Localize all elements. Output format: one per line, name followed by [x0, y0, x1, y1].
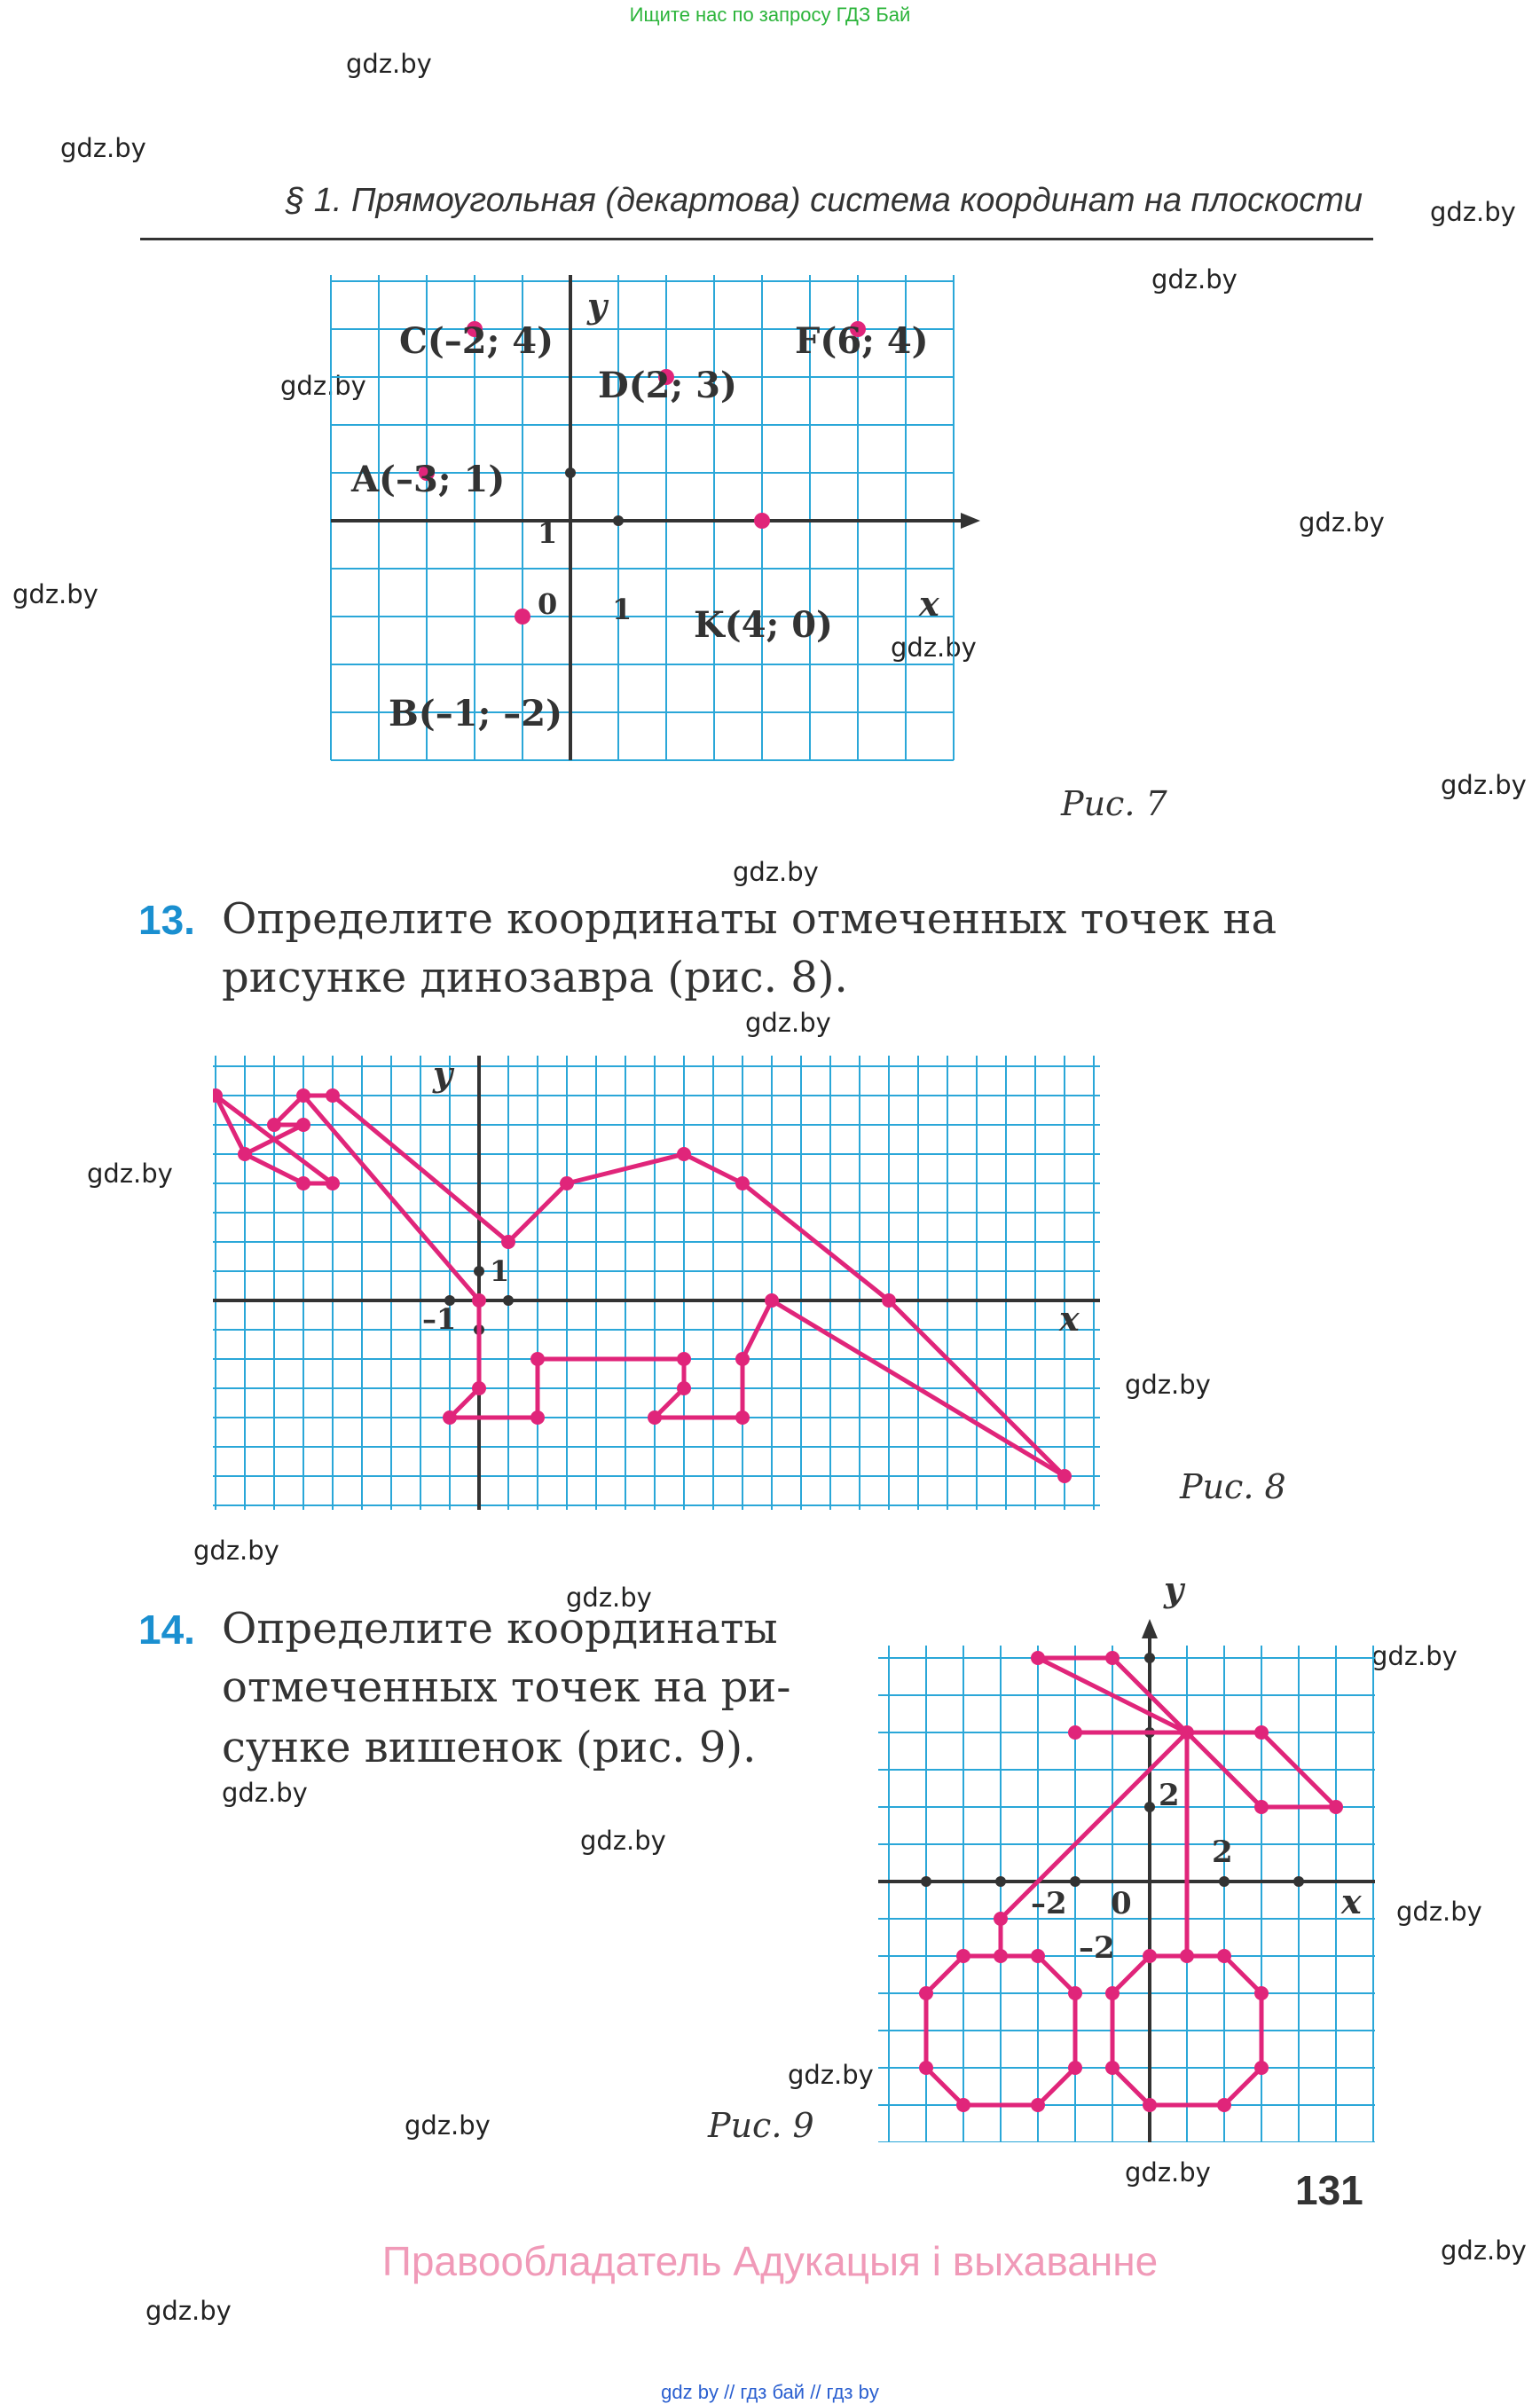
point-label-C: C(–2; 4) — [399, 320, 554, 362]
watermark: gdz.by — [145, 2296, 232, 2326]
dinosaur-point — [296, 1176, 310, 1190]
dinosaur-point — [677, 1352, 691, 1366]
watermark: gdz.by — [1151, 264, 1238, 295]
y-axis-arrow-icon — [1142, 1619, 1158, 1638]
cherry-point — [1254, 1800, 1269, 1814]
cherry-point — [919, 2061, 933, 2075]
watermark: gdz.by — [1430, 197, 1516, 227]
watermark: gdz.by — [60, 133, 146, 163]
figure-7-y-axis-label: y — [587, 286, 608, 326]
cherry-point — [1329, 1800, 1343, 1814]
task-13-text-line: Определите координаты отмеченных точек на — [222, 894, 1277, 944]
cherry-point — [1031, 1949, 1045, 1963]
figure-8-points — [213, 1088, 1072, 1483]
cherry-point — [1254, 1986, 1269, 2000]
watermark: gdz.by — [1441, 2235, 1527, 2266]
point-label-D: D(2; 3) — [598, 365, 737, 406]
point-K — [754, 513, 770, 529]
axis-tick-dot — [1219, 1876, 1230, 1887]
cherry-point — [1068, 1986, 1082, 2000]
axis-tick-dot — [613, 515, 624, 526]
watermark: gdz.by — [1441, 770, 1527, 800]
watermark: gdz.by — [405, 2110, 491, 2141]
cherry-point — [956, 1949, 970, 1963]
dinosaur-point — [1057, 1469, 1072, 1483]
watermark: gdz.by — [580, 1826, 666, 1856]
cherry-point — [994, 1912, 1008, 1926]
figure-8-neg-unit-x-label: –1 — [422, 1302, 457, 1336]
watermark: gdz.by — [12, 579, 98, 609]
dinosaur-point — [677, 1381, 691, 1395]
x-axis-arrow-icon — [961, 513, 980, 529]
cherry-point — [1068, 1725, 1082, 1740]
axis-tick-dot — [474, 1266, 484, 1277]
page-number: 131 — [1295, 2167, 1363, 2213]
cherry-point — [1105, 1651, 1120, 1665]
figure-9-cherries — [878, 1566, 1375, 2142]
cherry-point — [1180, 1949, 1194, 1963]
cherry-point — [919, 1986, 933, 2000]
watermark: gdz.by — [1125, 1370, 1211, 1400]
axis-tick-dot — [921, 1876, 931, 1887]
section-title: § 1. Прямоугольная (декартова) система координат на плоскости — [286, 182, 1363, 219]
figure-8-polyline — [216, 1096, 1065, 1476]
watermark: gdz.by — [788, 2060, 874, 2090]
figure-9-unit-x-label: 2 — [1212, 1834, 1233, 1870]
task-14-text-line: отмеченных точек на ри- — [222, 1662, 791, 1712]
dinosaur-point — [735, 1410, 750, 1425]
figure-9-y-axis-label: y — [1164, 1569, 1184, 1609]
figure-8-x-axis-label: x — [1059, 1299, 1080, 1339]
watermark: gdz.by — [1299, 507, 1385, 538]
dinosaur-point — [296, 1118, 310, 1132]
figure-7-coordinate-plane — [319, 275, 994, 834]
point-label-K: K(4; 0) — [694, 604, 833, 646]
dinosaur-point — [530, 1410, 545, 1425]
figure-9-axes — [878, 1619, 1375, 2142]
watermark: gdz.by — [1396, 1897, 1482, 1927]
figure-8-axes — [213, 1056, 1100, 1510]
cherry-point — [994, 1949, 1008, 1963]
top-banner[interactable]: Ищите нас по запросу ГДЗ Бай — [629, 4, 911, 26]
task-14-text-line: сунке вишенок (рис. 9). — [222, 1723, 757, 1772]
figure-9-caption: Рис. 9 — [708, 2106, 814, 2145]
watermark: gdz.by — [193, 1536, 279, 1566]
figure-9-neg-unit-x-label: –2 — [1031, 1886, 1067, 1921]
dinosaur-point — [296, 1088, 310, 1103]
point-label-A: A(–3; 1) — [351, 459, 506, 500]
axis-tick-dot — [1144, 1653, 1155, 1663]
cherry-point — [1217, 1949, 1231, 1963]
watermark: gdz.by — [87, 1159, 173, 1189]
watermark: gdz.by — [1371, 1641, 1458, 1671]
dinosaur-point — [735, 1176, 750, 1190]
dinosaur-point — [765, 1293, 779, 1308]
figure-9-unit-y-label: 2 — [1159, 1778, 1180, 1813]
figure-7-unit-x-label: 1 — [612, 593, 632, 626]
rights-holder: Правообладатель Адукацыя і выхаванне — [381, 2238, 1159, 2284]
axis-tick-dot — [1293, 1876, 1304, 1887]
dinosaur-point — [443, 1410, 457, 1425]
dinosaur-point — [472, 1381, 486, 1395]
dinosaur-point — [648, 1410, 662, 1425]
point-B — [515, 609, 530, 625]
task-13-text-line: рисунке динозавра (рис. 8). — [222, 953, 848, 1002]
watermark: gdz.by — [222, 1778, 308, 1808]
cherry-point — [1031, 2098, 1045, 2112]
task-13-number: 13. — [138, 897, 195, 943]
axis-tick-dot — [1144, 1802, 1155, 1812]
watermark: gdz.by — [280, 371, 366, 401]
dinosaur-point — [267, 1118, 281, 1132]
cherry-point — [1254, 2061, 1269, 2075]
figure-9-neg-unit-y-label: –2 — [1079, 1930, 1115, 1966]
cherry-point — [1180, 1725, 1194, 1740]
dinosaur-point — [882, 1293, 896, 1308]
point-label-B: B(–1; –2) — [389, 693, 563, 735]
axis-tick-dot — [995, 1876, 1006, 1887]
cherry-point — [1031, 1651, 1045, 1665]
task-14-text-line: Определите координаты — [222, 1604, 778, 1654]
figure-7-unit-y-label: 1 — [538, 516, 558, 550]
figure-9-origin-label: 0 — [1111, 1886, 1132, 1921]
cherry-point — [1105, 2061, 1120, 2075]
point-label-F: F(6; 4) — [795, 320, 929, 362]
dinosaur-point — [530, 1352, 545, 1366]
figure-7-caption: Рис. 7 — [1061, 784, 1167, 823]
dinosaur-point — [560, 1176, 574, 1190]
dinosaur-point — [735, 1352, 750, 1366]
dinosaur-point — [326, 1176, 340, 1190]
axis-tick-dot — [565, 467, 576, 478]
figure-7-origin-label: 0 — [538, 587, 558, 621]
cherry-point — [1254, 1725, 1269, 1740]
watermark: gdz.by — [1125, 2157, 1211, 2188]
watermark: gdz.by — [346, 49, 432, 79]
axis-tick-dot — [503, 1295, 514, 1306]
figure-8-grid — [213, 1056, 1100, 1510]
axis-tick-dot — [1070, 1876, 1080, 1887]
dinosaur-point — [677, 1147, 691, 1161]
cherry-point — [1143, 1949, 1157, 1963]
dinosaur-point — [472, 1293, 486, 1308]
watermark: gdz.by — [745, 1008, 831, 1038]
dinosaur-point — [501, 1235, 515, 1249]
cherry-point — [1068, 2061, 1082, 2075]
figure-8-y-axis-label: y — [433, 1056, 453, 1094]
cherry-point — [956, 2098, 970, 2112]
figure-7-x-axis-label: x — [919, 584, 939, 624]
dinosaur-point — [326, 1088, 340, 1103]
figure-8-unit-y-label: 1 — [490, 1254, 510, 1288]
watermark: gdz.by — [566, 1583, 652, 1613]
task-14-number: 14. — [138, 1607, 195, 1653]
figure-8-caption: Рис. 8 — [1180, 1467, 1286, 1506]
footer-links[interactable]: gdz by // гдз бай // гдз by — [661, 2381, 879, 2403]
watermark: gdz.by — [733, 857, 819, 887]
dinosaur-point — [238, 1147, 252, 1161]
cherry-point — [1217, 2098, 1231, 2112]
cherry-point — [1105, 1986, 1120, 2000]
figure-8-dinosaur — [213, 1056, 1100, 1510]
figure-9-x-axis-label: x — [1341, 1882, 1362, 1921]
header-divider — [140, 238, 1373, 240]
watermark: gdz.by — [891, 632, 977, 663]
cherry-point — [1143, 2098, 1157, 2112]
